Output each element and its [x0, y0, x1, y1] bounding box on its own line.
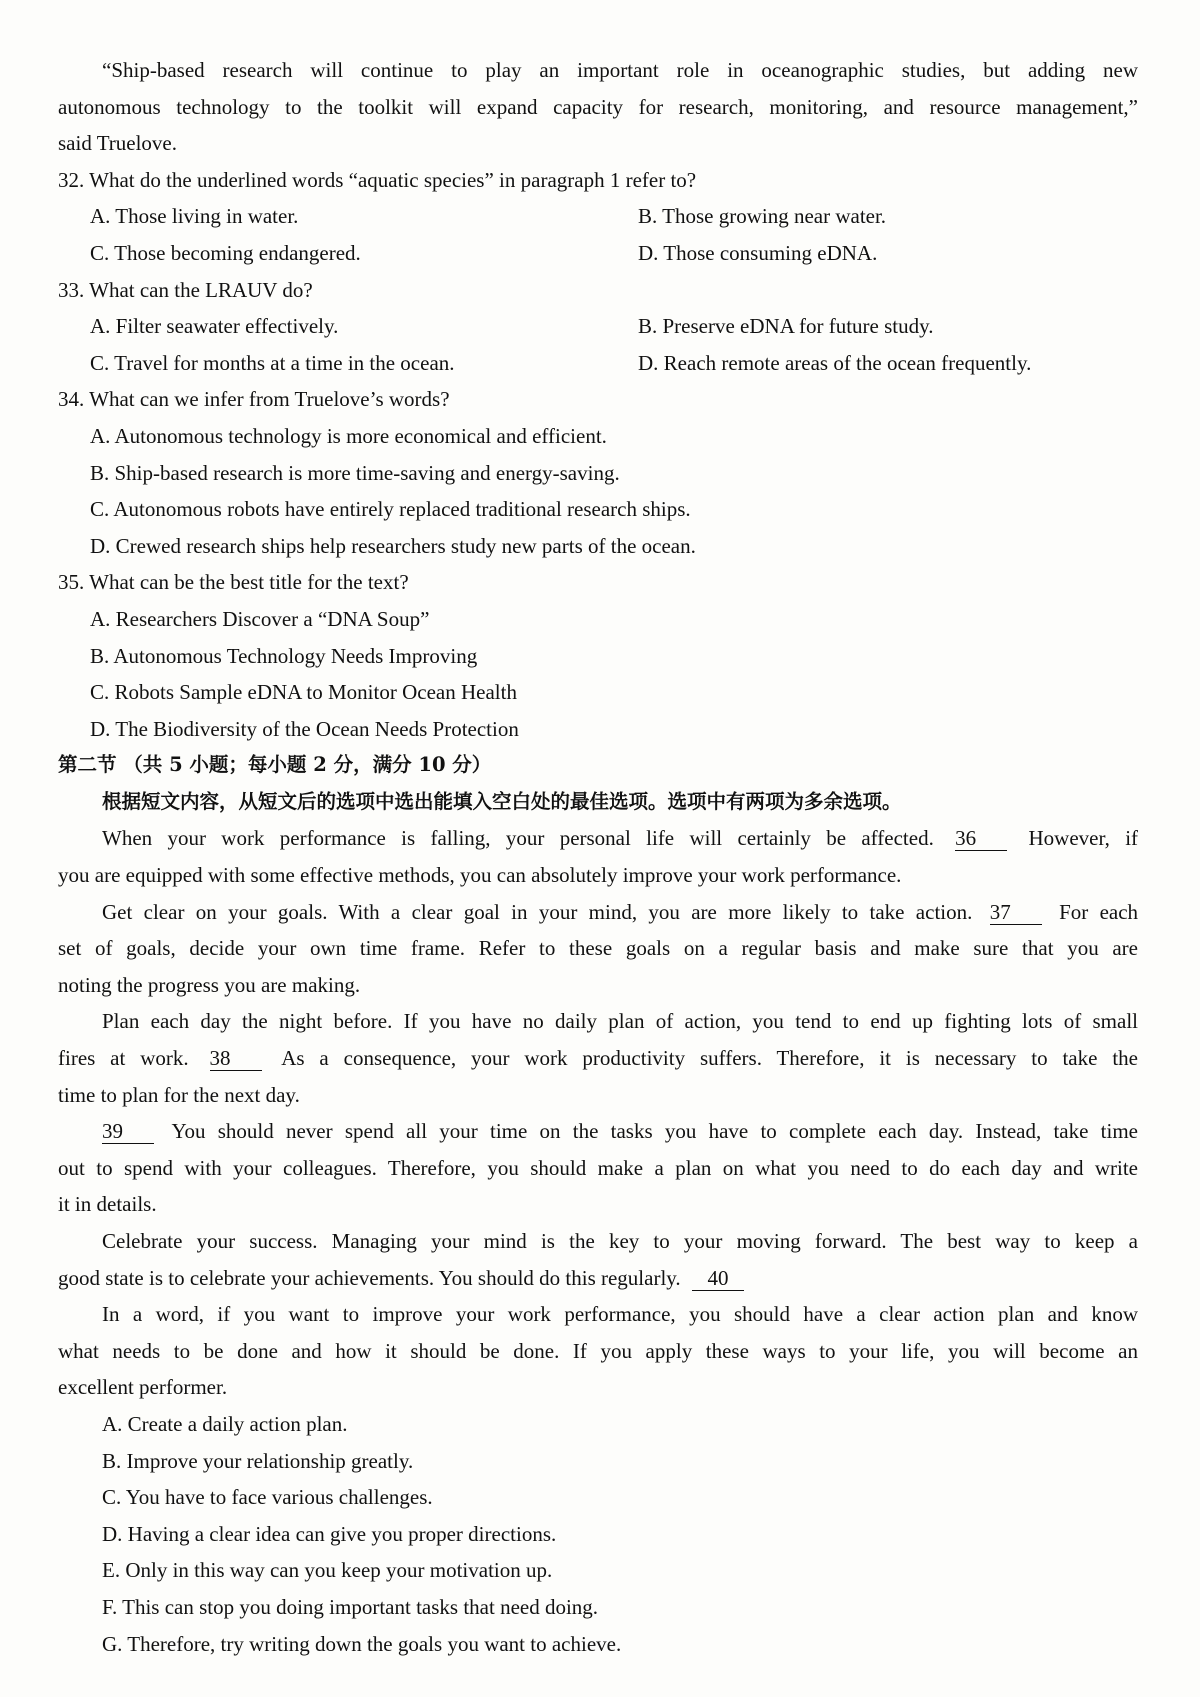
blank-39[interactable]: 39	[102, 1119, 154, 1144]
passage-p1-line-1	[58, 820, 1138, 857]
passage-text: However, if	[1028, 826, 1139, 851]
passage-text: When your work performance is falling, your personal life will certainly be affected.	[102, 826, 934, 851]
question-32-stem: 32. What do the underlined words “aquatic species” in paragraph 1 refer to?	[58, 167, 697, 192]
option-32-c[interactable]: C. Those becoming endangered.	[90, 240, 361, 265]
option-33-d[interactable]: D. Reach remote areas of the ocean frequently.	[638, 350, 1032, 375]
question-33-options-row-1	[58, 308, 1138, 345]
passage-p6-line-2: what needs to be done and how it should be done. If you apply these ways to your life, you will become an	[58, 1338, 1138, 1363]
choice-f[interactable]: F. This can stop you doing important tasks that need doing.	[102, 1594, 599, 1619]
passage-text: You should never spend all your time on the tasks you have to complete each day. Instead, take time	[171, 1119, 1138, 1144]
quote-line-2: autonomous technology to the toolkit will expand capacity for research, monitoring, and resource management,”	[58, 94, 1138, 119]
quote-line-1: “Ship-based research will continue to play an important role in oceanographic studies, but adding new	[102, 58, 1138, 82]
choice-g[interactable]: G. Therefore, try writing down the goals you want to achieve.	[102, 1631, 622, 1656]
passage-p5-line-2	[58, 1260, 1138, 1297]
passage-p2-line-2: set of goals, decide your own time frame. Refer to these goals on a regular basis and make sure that you are	[58, 936, 1138, 961]
option-32-a[interactable]: A. Those living in water.	[90, 204, 299, 229]
passage-p6-line-3: excellent performer.	[58, 1375, 228, 1400]
question-33-stem: 33. What can the LRAUV do?	[58, 277, 313, 302]
passage-p3-line-2	[58, 1040, 1138, 1077]
question-32-options-row-2	[58, 235, 1138, 272]
section-instruction: 根据短文内容，从短文后的选项中选出能填入空白处的最佳选项。选项中有两项为多余选项。	[102, 789, 902, 813]
blank-36[interactable]: 36	[955, 826, 1007, 851]
passage-p3-line-1: Plan each day the night before. If you have no daily plan of action, you tend to end up fighting lots of small	[102, 1009, 1138, 1034]
passage-text: Get clear on your goals. With a clear goal in your mind, you are more likely to take action.	[102, 899, 973, 924]
passage-p4-line-2: out to spend with your colleagues. Therefore, you should make a plan on what you need to do each day and write	[58, 1155, 1138, 1180]
option-33-a[interactable]: A. Filter seawater effectively.	[90, 314, 339, 339]
quote-line-3: said Truelove.	[58, 131, 178, 156]
option-33-b[interactable]: B. Preserve eDNA for future study.	[638, 314, 934, 339]
option-34-d[interactable]: D. Crewed research ships help researchers study new parts of the ocean.	[90, 533, 696, 558]
passage-p2-line-1	[58, 894, 1138, 931]
passage-p2-line-3: noting the progress you are making.	[58, 972, 361, 997]
question-32-options-row-1	[58, 198, 1138, 235]
section-heading: 第二节 （共 5 小题；每小题 2 分，满分 10 分）	[58, 753, 492, 777]
option-35-c[interactable]: C. Robots Sample eDNA to Monitor Ocean Health	[90, 680, 517, 705]
question-35-stem: 35. What can be the best title for the text?	[58, 570, 409, 595]
blank-37[interactable]: 37	[990, 900, 1042, 925]
passage-p4-line-1	[58, 1113, 1138, 1150]
choice-b[interactable]: B. Improve your relationship greatly.	[102, 1448, 414, 1473]
option-34-a[interactable]: A. Autonomous technology is more economical and efficient.	[90, 423, 607, 448]
option-35-d[interactable]: D. The Biodiversity of the Ocean Needs Protection	[90, 716, 519, 741]
blank-38[interactable]: 38	[210, 1046, 262, 1071]
choice-e[interactable]: E. Only in this way can you keep your motivation up.	[102, 1558, 553, 1583]
choice-c[interactable]: C. You have to face various challenges.	[102, 1485, 433, 1510]
passage-p1-line-2: you are equipped with some effective methods, you can absolutely improve your work performance.	[58, 863, 902, 888]
page-content	[58, 52, 1138, 1662]
option-34-b[interactable]: B. Ship-based research is more time-saving and energy-saving.	[90, 460, 620, 485]
option-32-b[interactable]: B. Those growing near water.	[638, 204, 887, 229]
choice-a[interactable]: A. Create a daily action plan.	[102, 1411, 348, 1436]
passage-p5-line-1: Celebrate your success. Managing your mind is the key to your moving forward. The best way to keep a	[102, 1229, 1138, 1253]
option-35-b[interactable]: B. Autonomous Technology Needs Improving	[90, 643, 478, 668]
question-33-options-row-2	[58, 345, 1138, 382]
option-32-d[interactable]: D. Those consuming eDNA.	[638, 240, 878, 265]
passage-p6-line-1: In a word, if you want to improve your work performance, you should have a clear action plan and know	[102, 1302, 1138, 1327]
passage-p4-line-3: it in details.	[58, 1192, 157, 1217]
passage-text: For each	[1059, 899, 1139, 924]
passage-text: good state is to celebrate your achievements. You should do this regularly.	[58, 1265, 681, 1290]
question-34-stem: 34. What can we infer from Truelove’s words?	[58, 387, 450, 412]
blank-40[interactable]: 40	[692, 1266, 744, 1291]
option-35-a[interactable]: A. Researchers Discover a “DNA Soup”	[90, 606, 430, 631]
option-34-c[interactable]: C. Autonomous robots have entirely replaced traditional research ships.	[90, 497, 691, 522]
passage-p3-line-3: time to plan for the next day.	[58, 1082, 300, 1107]
option-33-c[interactable]: C. Travel for months at a time in the ocean.	[90, 350, 455, 375]
choice-d[interactable]: D. Having a clear idea can give you proper directions.	[102, 1521, 557, 1546]
passage-text: As a consequence, your work productivity suffers. Therefore, it is necessary to take the	[281, 1046, 1138, 1071]
passage-text: fires at work.	[58, 1046, 189, 1071]
